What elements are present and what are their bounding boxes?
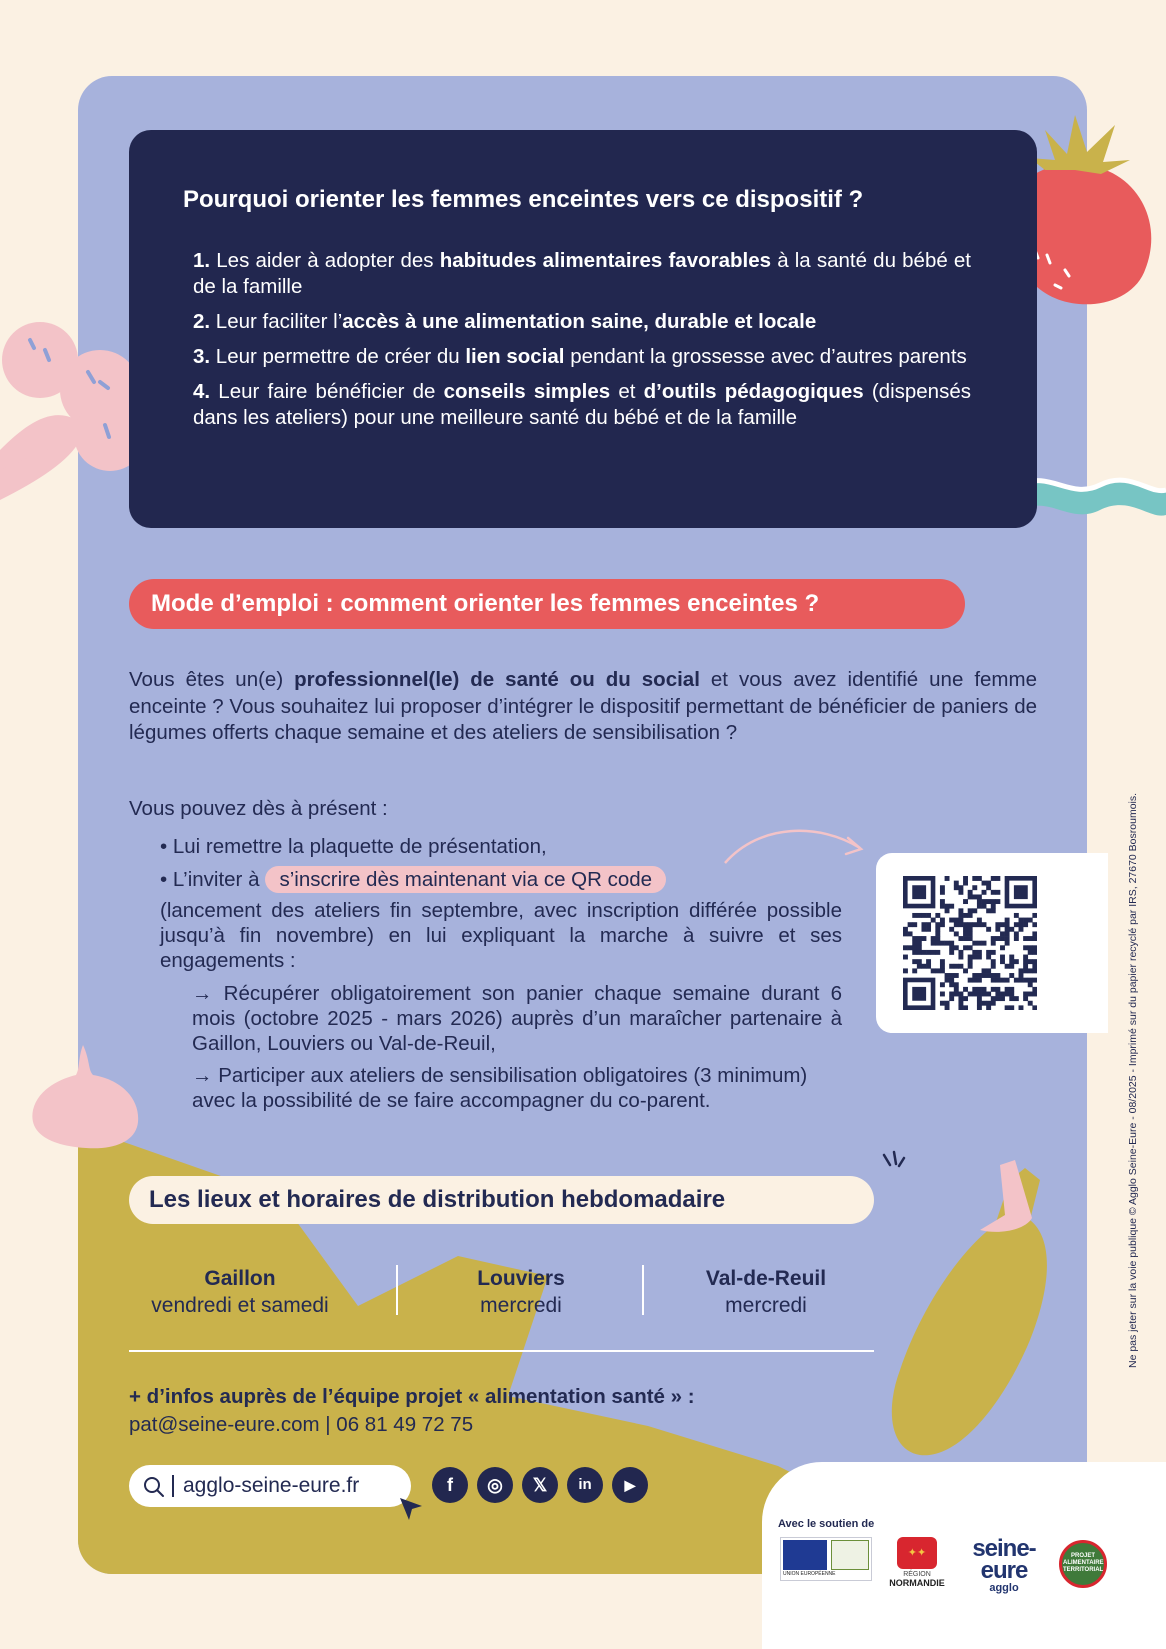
- normandie-shield-icon: ✦✦: [897, 1537, 937, 1569]
- search-icon: [143, 1476, 165, 1498]
- youtube-icon[interactable]: ▶: [612, 1467, 648, 1503]
- place-val-de-reuil: Val-de-Reuil mercredi: [705, 1267, 827, 1317]
- separator: [642, 1265, 644, 1315]
- onion-illustration: [28, 1040, 148, 1152]
- qr-code[interactable]: [903, 876, 1037, 1010]
- reason-item: 4. Leur faire bénéficier de conseils simples et d’outils pédagogiques (dispensés dans les ateliers) pour une meilleure santé du bébé et de la famille: [193, 380, 971, 429]
- website-url[interactable]: agglo-seine-eure.fr: [183, 1474, 360, 1497]
- leader-icon: [831, 1540, 869, 1570]
- pat-logo: PROJET ALIMENTAIRE TERRITORIAL: [1059, 1540, 1107, 1588]
- place-gaillon: Gaillon vendredi et samedi: [151, 1267, 329, 1317]
- divider: [129, 1350, 874, 1352]
- eggplant-illustration: [880, 1160, 1080, 1470]
- spark-lines-icon: [880, 1150, 910, 1180]
- bullet-brochure: • Lui remettre la plaquette de présentation,: [160, 835, 547, 858]
- qr-card: [876, 853, 1108, 1033]
- x-icon[interactable]: 𝕏: [522, 1467, 558, 1503]
- website-search-box[interactable]: [129, 1465, 411, 1507]
- reasons-box: [129, 130, 1037, 528]
- contact-heading: + d’infos auprès de l’équipe projet « alimentation santé » :: [129, 1385, 695, 1408]
- facebook-icon[interactable]: f: [432, 1467, 468, 1503]
- mode-emploi-intro: Vous êtes un(e) professionnel(le) de santé ou du social et vous avez identifié une femme enceinte ? Vous souhaitez lui proposer d’intégrer le dispositif permettant de bénéficier de paniers de légumes offerts chaque semaine et des ateliers de sensibilisation ?: [129, 668, 1037, 744]
- cursor-icon: [398, 1496, 424, 1522]
- reasons-title: Pourquoi orienter les femmes enceintes vers ce dispositif ?: [183, 186, 864, 213]
- search-divider: [172, 1475, 174, 1497]
- instagram-icon[interactable]: ◎: [477, 1467, 513, 1503]
- eu-leader-logo: UNION EUROPÉENNE: [780, 1537, 872, 1581]
- soutien-label: Avec le soutien de: [778, 1518, 875, 1530]
- mode-emploi-heading: Mode d’emploi : comment orienter les femmes enceintes ?: [129, 579, 965, 629]
- engagement-ateliers: → Participer aux ateliers de sensibilisation obligatoires (3 minimum) avec la possibilité de se faire accompagner du co-parent.: [192, 1064, 808, 1112]
- qr-highlight: s’inscrire dès maintenant via ce QR code: [265, 866, 666, 893]
- normandie-logo: ✦✦ RÉGION NORMANDIE: [888, 1537, 946, 1587]
- eu-flag-icon: [783, 1540, 827, 1570]
- seine-eure-logo: seine-eure agglo: [972, 1535, 1036, 1594]
- now-text: Vous pouvez dès à présent :: [129, 797, 388, 820]
- distribution-heading: Les lieux et horaires de distribution hebdomadaire: [129, 1176, 874, 1224]
- reason-item: 3. Leur permettre de créer du lien social pendant la grossesse avec d’autres parents: [193, 345, 967, 368]
- contact-block: [129, 1383, 695, 1439]
- legal-notice: Ne pas jeter sur la voie publique © Agglo Seine-Eure - 08/2025 - Imprimé sur du papier recyclé par IRS, 27670 Bosroumois.: [1127, 792, 1139, 1368]
- bullet-qr: • L’inviter à s’inscrire dès maintenant via ce QR code: [160, 867, 666, 892]
- place-louviers: Louviers mercredi: [477, 1267, 565, 1317]
- separator: [396, 1265, 398, 1315]
- linkedin-icon[interactable]: in: [567, 1467, 603, 1503]
- reason-item: 1. Les aider à adopter des habitudes alimentaires favorables à la santé du bébé et de la famille: [193, 249, 971, 298]
- engagement-panier: → Récupérer obligatoirement son panier chaque semaine durant 6 mois (octobre 2025 - mars 2026) auprès d’un maraîcher partenaire à Gaillon, Louviers ou Val-de-Reuil,: [192, 982, 842, 1055]
- curved-arrow-icon: [720, 818, 870, 868]
- reason-item: 2. Leur faciliter l’accès à une alimentation saine, durable et locale: [193, 310, 817, 333]
- bullet-qr-details: (lancement des ateliers fin septembre, avec inscription différée possible jusqu’à fin novembre) en lui expliquant la marche à suivre et ses engagements :: [160, 899, 842, 972]
- contact-details[interactable]: pat@seine-eure.com | 06 81 49 72 75: [129, 1413, 474, 1436]
- reasons-list: [193, 248, 971, 440]
